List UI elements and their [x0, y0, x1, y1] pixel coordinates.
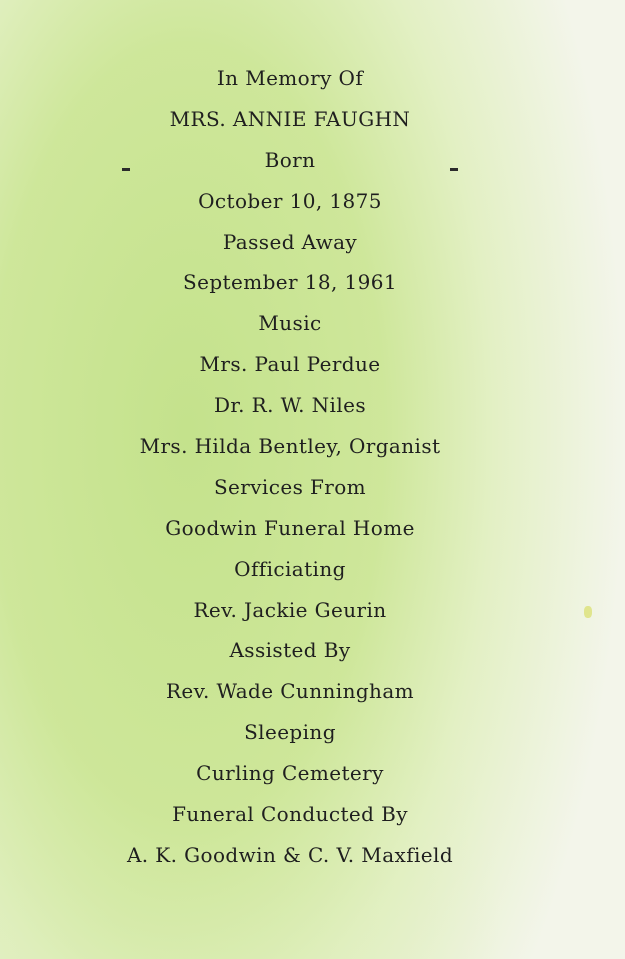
musician-1: Mrs. Paul Perdue — [199, 352, 381, 377]
musician-2: Dr. R. W. Niles — [213, 393, 367, 418]
born-label: Born — [264, 147, 316, 172]
sleeping-label: Sleeping — [244, 720, 336, 745]
heading-in-memory-of: In Memory Of — [216, 66, 364, 90]
services-from-label: Services From — [213, 474, 367, 499]
music-label: Music — [258, 311, 322, 336]
funeral-directors: A. K. Goodwin & C. V. Maxfield — [126, 842, 454, 867]
funeral-conducted-by-label: Funeral Conducted By — [172, 802, 408, 827]
cemetery: Curling Cemetery — [196, 761, 384, 786]
officiating-label: Officiating — [234, 556, 346, 581]
birth-date: October 10, 1875 — [198, 188, 382, 213]
deceased-name: MRS. ANNIE FAUGHN — [169, 106, 411, 131]
memorial-text — [0, 62, 580, 880]
paper-speck — [584, 606, 592, 618]
organist: Mrs. Hilda Bentley, Organist — [139, 434, 441, 459]
passed-away-label: Passed Away — [222, 229, 358, 254]
officiant: Rev. Jackie Geurin — [193, 597, 387, 622]
assisted-by-label: Assisted By — [229, 638, 351, 663]
funeral-home: Goodwin Funeral Home — [165, 515, 415, 540]
assistant-officiant: Rev. Wade Cunningham — [165, 679, 415, 704]
death-date: September 18, 1961 — [183, 270, 397, 295]
